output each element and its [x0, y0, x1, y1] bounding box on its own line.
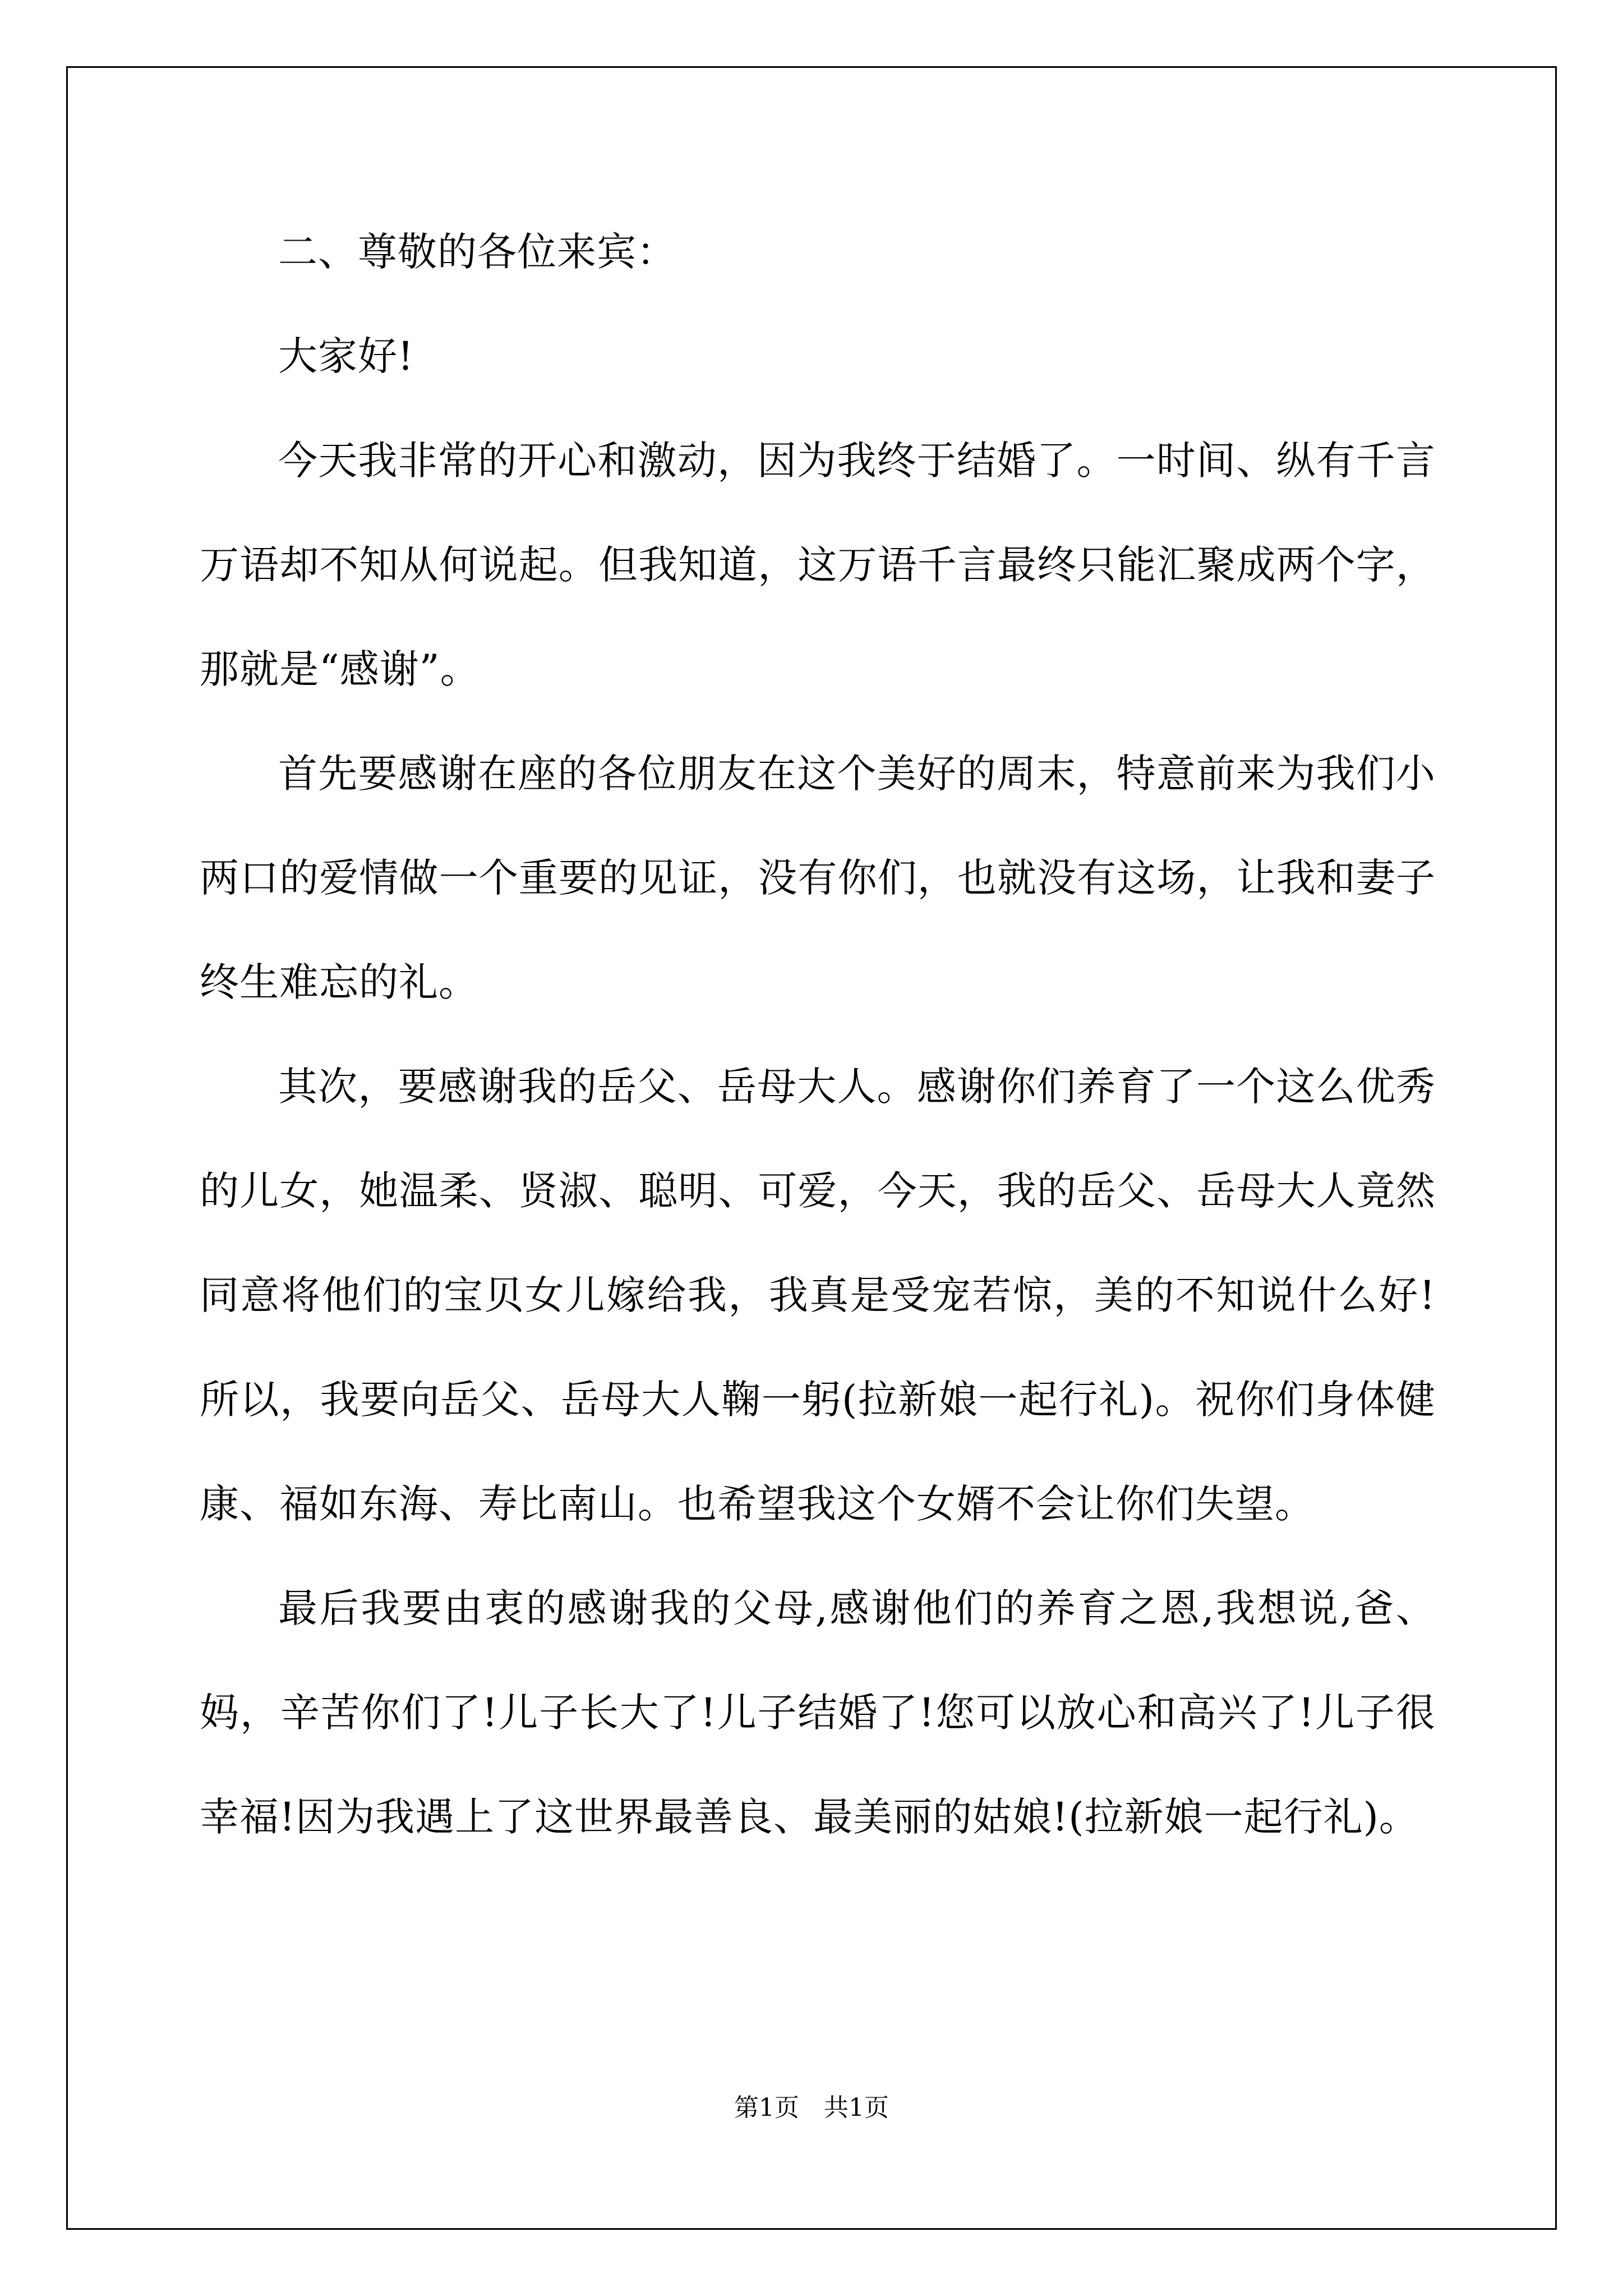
paragraph-thanks-guests: 首先要感谢在座的各位朋友在这个美好的周末，特意前来为我们小两口的爱情做一个重要的见证，没有你们，也就没有这场，让我和妻子终生难忘的礼。	[200, 751, 1436, 1005]
paragraph-salutation: 二、尊敬的各位来宾：	[278, 229, 676, 275]
paragraph-greeting: 大家好!	[278, 333, 414, 379]
paragraph-thanks-in-laws: 其次，要感谢我的岳父、岳母大人。感谢你们养育了一个这么优秀的儿女，她温柔、贤淑、聪明、可爱，今天，我的岳父、岳母大人竟然同意将他们的宝贝女儿嫁给我，我真是受宠若惊，美的不知说什么好!所以，我要向岳父、岳母大人鞠一躬(拉新娘一起行礼)。祝你们身体健康、福如东海、寿比南山。也希望我这个女婿不会让你们失望。	[200, 1064, 1436, 1527]
paragraph-thanks-parents: 最后我要由衷的感谢我的父母,感谢他们的养育之恩,我想说,爸、妈，辛苦你们了!儿子长大了!儿子结婚了!您可以放心和高兴了!儿子很幸福!因为我遇上了这世界最善良、最美丽的姑娘!(拉新娘一起行礼)。	[200, 1585, 1436, 1840]
document-body	[200, 200, 1436, 1869]
paragraph-opening: 今天我非常的开心和激动，因为我终于结婚了。一时间、纵有千言万语却不知从何说起。但我知道，这万语千言最终只能汇聚成两个字，那就是“感谢”。	[200, 438, 1436, 692]
page-footer: 第1页 共1页	[734, 2093, 889, 2122]
